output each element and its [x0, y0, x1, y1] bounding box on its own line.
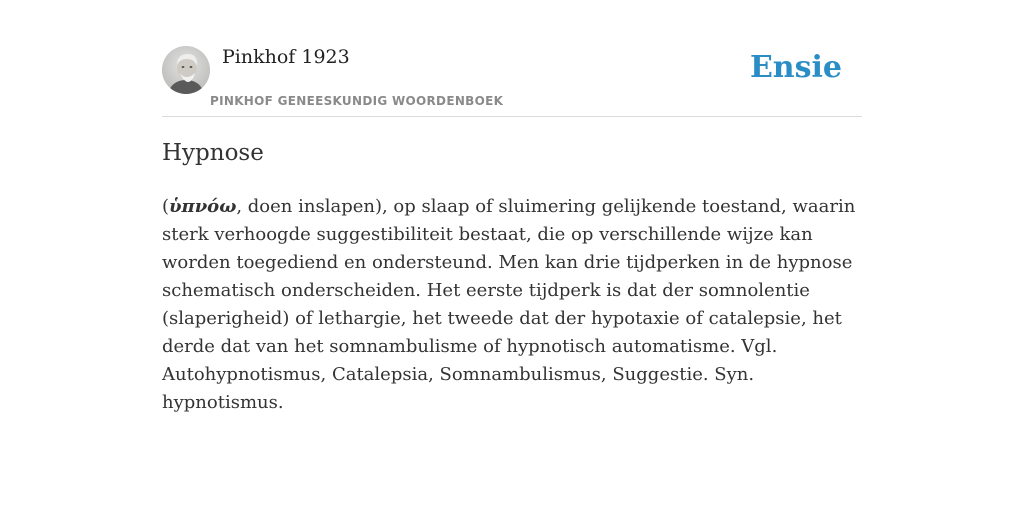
greek-term: ὑπνόω — [169, 196, 237, 217]
entry-title: Hypnose — [162, 140, 264, 166]
brand-logo[interactable]: Ensie — [749, 50, 842, 85]
body-text: , doen inslapen), op slaap of sluimering gelijkende toestand, waarin sterk verhoogde suggestibiliteit bestaat, die op verschillende wijze kan worden toegediend en ondersteund. Men kan drie tijdperken in de hypnose schematisch onderscheiden. Het eerste tijdperk is dat der somnolentie (slaperigheid) of lethargie, het tweede dat der hypotaxie of catalepsie, het derde dat van het somnambulisme of hypnotisch automatisme. Vgl. Autohypnotismus, Catalepsia, Somnambulismus, Suggestie. Syn. hypnotismus. — [162, 196, 856, 413]
author-link[interactable]: Pinkhof 1923 — [222, 46, 350, 68]
entry-body — [162, 193, 862, 417]
source-label: PINKHOF GENEESKUNDIG WOORDENBOEK — [210, 94, 504, 108]
entry-header — [162, 46, 862, 117]
author-portrait-icon[interactable] — [162, 46, 210, 94]
body-open-paren: ( — [162, 196, 170, 217]
